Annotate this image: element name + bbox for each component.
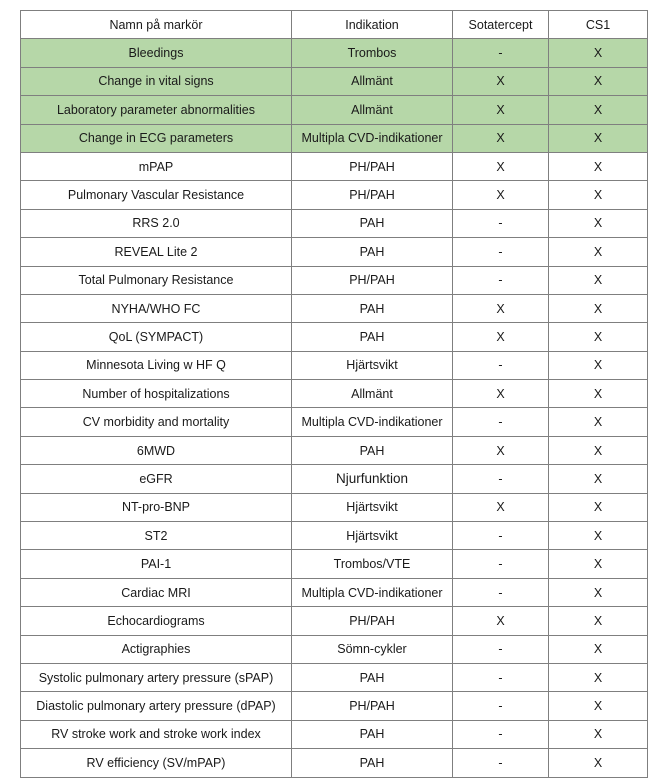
cell-sotatercept: -	[453, 550, 549, 578]
cell-cs1: X	[549, 238, 648, 266]
cell-indication: Trombos/VTE	[292, 550, 453, 578]
cell-cs1: X	[549, 692, 648, 720]
cell-cs1: X	[549, 351, 648, 379]
cell-marker: 6MWD	[21, 436, 292, 464]
cell-sotatercept: -	[453, 663, 549, 691]
cell-cs1: X	[549, 720, 648, 748]
cell-indication: PAH	[292, 749, 453, 777]
cell-sotatercept: -	[453, 209, 549, 237]
table-body	[21, 39, 648, 777]
cell-marker: eGFR	[21, 465, 292, 493]
table-row	[21, 465, 648, 493]
table-row	[21, 124, 648, 152]
cell-indication: PAH	[292, 294, 453, 322]
cell-indication: Multipla CVD-indikationer	[292, 578, 453, 606]
table-row	[21, 96, 648, 124]
cell-marker: mPAP	[21, 152, 292, 180]
cell-cs1: X	[549, 493, 648, 521]
cell-sotatercept: X	[453, 181, 549, 209]
cell-indication: PAH	[292, 323, 453, 351]
cell-sotatercept: -	[453, 749, 549, 777]
cell-sotatercept: -	[453, 635, 549, 663]
cell-marker: Cardiac MRI	[21, 578, 292, 606]
cell-indication: PAH	[292, 238, 453, 266]
cell-marker: RRS 2.0	[21, 209, 292, 237]
table-row	[21, 550, 648, 578]
cell-marker: CV morbidity and mortality	[21, 408, 292, 436]
table-row	[21, 663, 648, 691]
table-row	[21, 294, 648, 322]
table-row	[21, 152, 648, 180]
cell-cs1: X	[549, 323, 648, 351]
cell-sotatercept: X	[453, 96, 549, 124]
cell-marker: Pulmonary Vascular Resistance	[21, 181, 292, 209]
cell-marker: Number of hospitalizations	[21, 380, 292, 408]
cell-sotatercept: -	[453, 522, 549, 550]
cell-cs1: X	[549, 124, 648, 152]
table-row	[21, 720, 648, 748]
cell-cs1: X	[549, 67, 648, 95]
cell-indication: PH/PAH	[292, 692, 453, 720]
cell-marker: Actigraphies	[21, 635, 292, 663]
column-header-cs1: CS1	[549, 11, 648, 39]
table-row	[21, 493, 648, 521]
cell-indication: Allmänt	[292, 380, 453, 408]
cell-marker: QoL (SYMPACT)	[21, 323, 292, 351]
cell-cs1: X	[549, 152, 648, 180]
cell-sotatercept: -	[453, 720, 549, 748]
cell-indication: PAH	[292, 436, 453, 464]
cell-cs1: X	[549, 266, 648, 294]
cell-cs1: X	[549, 181, 648, 209]
table-row	[21, 578, 648, 606]
cell-marker: ST2	[21, 522, 292, 550]
cell-sotatercept: -	[453, 578, 549, 606]
cell-sotatercept: X	[453, 294, 549, 322]
marker-table	[20, 10, 648, 778]
header-row	[21, 11, 648, 39]
cell-indication: Hjärtsvikt	[292, 493, 453, 521]
cell-cs1: X	[549, 209, 648, 237]
cell-cs1: X	[549, 96, 648, 124]
cell-cs1: X	[549, 749, 648, 777]
table-row	[21, 607, 648, 635]
table-row	[21, 266, 648, 294]
cell-cs1: X	[549, 465, 648, 493]
column-header-indication: Indikation	[292, 11, 453, 39]
cell-indication: PH/PAH	[292, 152, 453, 180]
table-row	[21, 522, 648, 550]
cell-cs1: X	[549, 578, 648, 606]
cell-sotatercept: X	[453, 493, 549, 521]
cell-indication: Hjärtsvikt	[292, 351, 453, 379]
cell-indication: PAH	[292, 209, 453, 237]
cell-marker: Bleedings	[21, 39, 292, 67]
table-row	[21, 692, 648, 720]
table-row	[21, 181, 648, 209]
table-row	[21, 749, 648, 777]
cell-indication: PH/PAH	[292, 266, 453, 294]
cell-indication: Sömn-cykler	[292, 635, 453, 663]
cell-marker: Minnesota Living w HF Q	[21, 351, 292, 379]
cell-cs1: X	[549, 522, 648, 550]
cell-sotatercept: X	[453, 436, 549, 464]
cell-indication: Multipla CVD-indikationer	[292, 408, 453, 436]
cell-indication: Trombos	[292, 39, 453, 67]
cell-marker: Systolic pulmonary artery pressure (sPAP)	[21, 663, 292, 691]
cell-sotatercept: X	[453, 67, 549, 95]
cell-marker: PAI-1	[21, 550, 292, 578]
cell-sotatercept: -	[453, 351, 549, 379]
cell-indication: Allmänt	[292, 96, 453, 124]
column-header-marker: Namn på markör	[21, 11, 292, 39]
cell-marker: Laboratory parameter abnormalities	[21, 96, 292, 124]
cell-sotatercept: -	[453, 238, 549, 266]
cell-sotatercept: -	[453, 465, 549, 493]
cell-marker: Total Pulmonary Resistance	[21, 266, 292, 294]
cell-sotatercept: X	[453, 323, 549, 351]
cell-indication: PH/PAH	[292, 607, 453, 635]
cell-indication: Allmänt	[292, 67, 453, 95]
cell-sotatercept: -	[453, 266, 549, 294]
cell-marker: Change in ECG parameters	[21, 124, 292, 152]
cell-marker: Diastolic pulmonary artery pressure (dPAP)	[21, 692, 292, 720]
cell-marker: REVEAL Lite 2	[21, 238, 292, 266]
cell-cs1: X	[549, 39, 648, 67]
table-row	[21, 67, 648, 95]
cell-cs1: X	[549, 294, 648, 322]
cell-sotatercept: -	[453, 692, 549, 720]
table-row	[21, 436, 648, 464]
cell-marker: NT-pro-BNP	[21, 493, 292, 521]
cell-cs1: X	[549, 550, 648, 578]
marker-table-container	[20, 10, 647, 778]
cell-marker: Change in vital signs	[21, 67, 292, 95]
table-row	[21, 635, 648, 663]
cell-sotatercept: X	[453, 124, 549, 152]
table-row	[21, 238, 648, 266]
cell-indication: PAH	[292, 720, 453, 748]
cell-sotatercept: -	[453, 39, 549, 67]
table-row	[21, 323, 648, 351]
table-row	[21, 209, 648, 237]
cell-cs1: X	[549, 408, 648, 436]
table-row	[21, 39, 648, 67]
cell-indication: Njurfunktion	[292, 465, 453, 493]
column-header-sotatercept: Sotatercept	[453, 11, 549, 39]
table-row	[21, 351, 648, 379]
cell-marker: RV efficiency (SV/mPAP)	[21, 749, 292, 777]
cell-indication: PAH	[292, 663, 453, 691]
cell-sotatercept: X	[453, 607, 549, 635]
cell-marker: NYHA/WHO FC	[21, 294, 292, 322]
cell-marker: RV stroke work and stroke work index	[21, 720, 292, 748]
cell-indication: Multipla CVD-indikationer	[292, 124, 453, 152]
cell-sotatercept: X	[453, 152, 549, 180]
table-row	[21, 408, 648, 436]
cell-cs1: X	[549, 436, 648, 464]
cell-marker: Echocardiograms	[21, 607, 292, 635]
cell-cs1: X	[549, 635, 648, 663]
cell-indication: Hjärtsvikt	[292, 522, 453, 550]
cell-sotatercept: -	[453, 408, 549, 436]
cell-cs1: X	[549, 663, 648, 691]
cell-indication: PH/PAH	[292, 181, 453, 209]
cell-sotatercept: X	[453, 380, 549, 408]
cell-cs1: X	[549, 607, 648, 635]
cell-cs1: X	[549, 380, 648, 408]
table-row	[21, 380, 648, 408]
